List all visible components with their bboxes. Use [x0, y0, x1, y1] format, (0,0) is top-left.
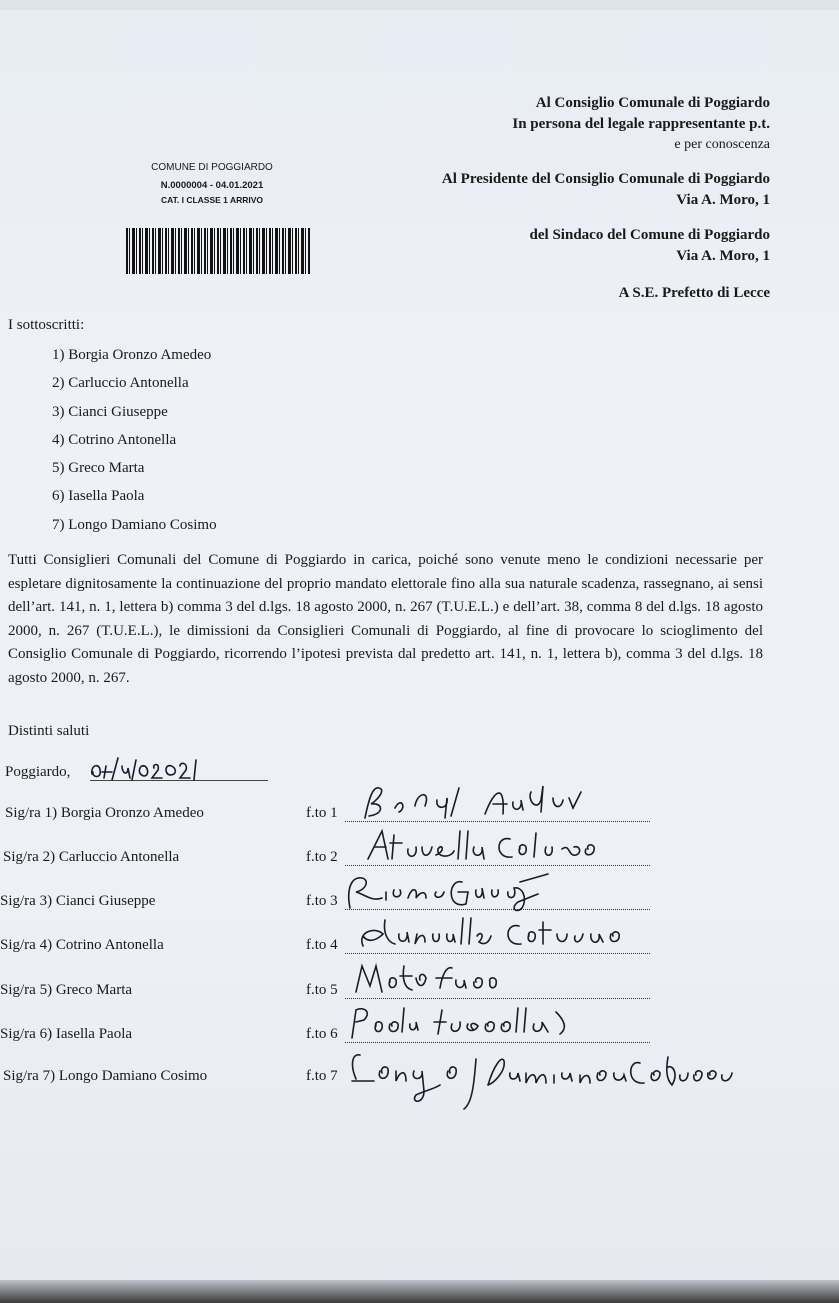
- signer-name: Sig/ra 4) Cotrino Antonella: [0, 937, 164, 953]
- list-item: 6) Iasella Paola: [52, 488, 145, 504]
- fto-label: f.to 3: [306, 893, 338, 909]
- signature-6: [342, 1000, 592, 1042]
- signature-1: [355, 778, 655, 823]
- recipient-line-2: In persona del legale rappresentante p.t.: [512, 116, 770, 132]
- list-item: 2) Carluccio Antonella: [52, 375, 189, 391]
- signer-name: Sig/ra 2) Carluccio Antonella: [3, 849, 180, 865]
- place-label: Poggiardo,: [5, 764, 71, 780]
- closing-text: Distinti saluti: [8, 723, 90, 739]
- signer-name: Sig/ra 5) Greco Marta: [0, 982, 133, 998]
- recipient-line-4: Al Presidente del Consiglio Comunale di Poggiardo: [441, 171, 770, 187]
- fto-label: f.to 4: [306, 937, 338, 953]
- fto-label: f.to 5: [306, 982, 338, 998]
- list-item: 1) Borgia Oronzo Amedeo: [52, 347, 212, 363]
- signature-7: [344, 1045, 744, 1115]
- barcode: [126, 228, 310, 274]
- fto-label: f.to 1: [306, 805, 338, 821]
- signer-name: Sig/ra 1) Borgia Oronzo Amedeo: [5, 805, 204, 821]
- intro-text: I sottoscritti:: [8, 317, 85, 333]
- recipient-line-6: del Sindaco del Comune di Poggiardo: [529, 227, 770, 243]
- signer-name: Sig/ra 3) Cianci Giuseppe: [0, 893, 156, 909]
- list-item: 5) Greco Marta: [52, 460, 145, 476]
- signature-2: [360, 825, 640, 867]
- list-item: 3) Cianci Giuseppe: [52, 404, 168, 420]
- list-item: 7) Longo Damiano Cosimo: [52, 517, 217, 533]
- fto-label: f.to 7: [306, 1068, 338, 1084]
- recipient-line-7: Via A. Moro, 1: [676, 248, 770, 264]
- fto-label: f.to 6: [306, 1026, 338, 1042]
- page-bottom-edge: [0, 1280, 839, 1303]
- recipient-line-8: A S.E. Prefetto di Lecce: [618, 285, 770, 301]
- signer-name: Sig/ra 7) Longo Damiano Cosimo: [3, 1068, 208, 1084]
- list-item: 4) Cotrino Antonella: [52, 432, 177, 448]
- stamp-category: CAT. I CLASSE 1 ARRIVO: [160, 195, 263, 205]
- recipient-line-1: Al Consiglio Comunale di Poggiardo: [535, 95, 770, 111]
- recipient-line-3: e per conoscenza: [674, 137, 770, 152]
- signature-5: [352, 958, 532, 998]
- fto-label: f.to 2: [306, 849, 338, 865]
- stamp-office: COMUNE DI POGGIARDO: [151, 162, 273, 173]
- handwritten-date: [88, 752, 228, 784]
- body-paragraph: Tutti Consiglieri Comunali del Comune di Poggiardo in carica, poiché sono venute meno le condizioni necessarie per espletare dignitosamente la continuazione del proprio mandato elettorale fino alla sua naturale scadenza, rassegnano, ai sensi dell’art. 141, n. 1, lettera b) comma 3 del d.lgs. 18 agosto 2000, n. 267 (T.U.E.L.) e dell’art. 38, comma 8 del d.lgs. 18 agosto 2000, n. 267 (T.U.E.L.), le dimissioni da Consiglieri Comunali di Poggiardo, al fine di provocare lo scioglimento del Consiglio Comunale di Poggiardo, ricorrendo l’ipotesi prevista dal predetto art. 141, n. 1, lettera b), comma 3 del d.lgs. 18 agosto 2000, n. 267.: [8, 552, 763, 686]
- recipient-line-5: Via A. Moro, 1: [676, 192, 770, 208]
- signature-3: [342, 868, 602, 916]
- signer-name: Sig/ra 6) Iasella Paola: [0, 1026, 133, 1042]
- signature-4: [355, 912, 675, 954]
- stamp-protocol: N.0000004 - 04.01.2021: [160, 180, 264, 191]
